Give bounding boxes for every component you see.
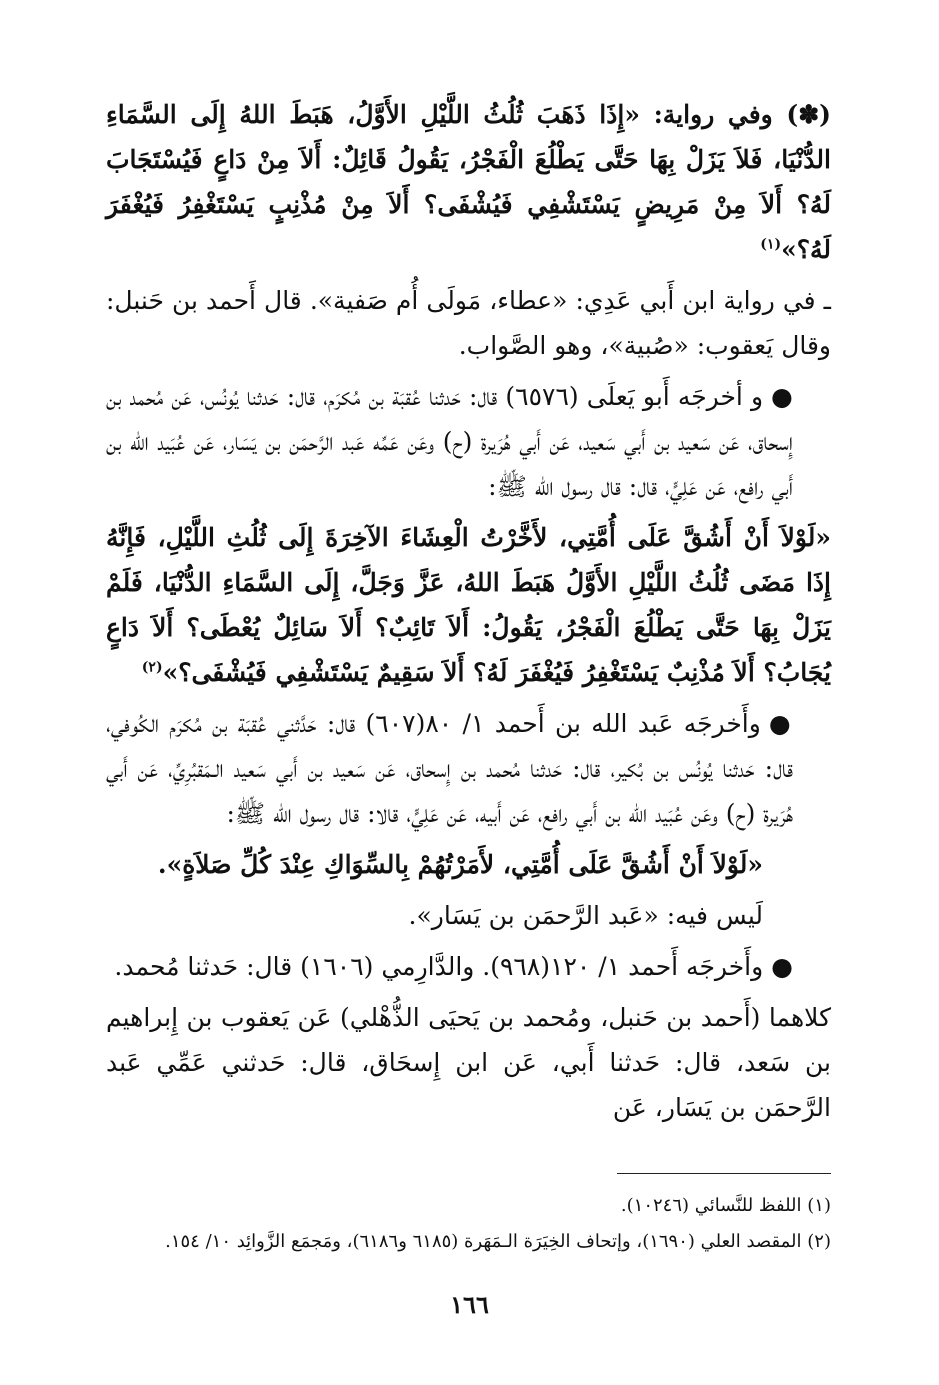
- paragraph-text: لَيس فيه: «عَبد الرَّحمَن بن يَسَار».: [408, 901, 763, 930]
- footnotes: [106, 1188, 831, 1260]
- paragraph-text: «لَوْلاَ أَنْ أَشُقَّ عَلَى أُمَّتِي، لأَخَّرْتُ الْعِشَاءَ الآخِرَةَ إِلَى ثُلُثِ اللَّيْلِ، فَإِنَّهُ إِذَا مَضَى ثُلُثُ اللَّيْلِ الأَوَّلُ هَبَطَ اللهُ، عَزَّ وَجَلَّ، إِلَى السَّمَاءِ الدُّنْيَا، فَلَمْ يَزَلْ بِهَا حَتَّى يَطْلُعَ الْفَجْرُ، يَقُولُ: أَلاَ تَائِبٌ؟ أَلاَ سَائِلٌ يُعْطَى؟ أَلاَ دَاعٍ يُجَابُ؟ أَلاَ مُذْنِبٌ يَسْتَغْفِرُ فَيُغْفَرَ لَهُ؟ أَلاَ سَقِيمٌ يَسْتَشْفِي فَيُشْفَى؟»: [106, 523, 831, 687]
- paragraph-text: كلاهما (أَحمد بن حَنبل، ومُحمد بن يَحيَى الذُّهْلي) عَن يَعقوب بن إِبراهيم بن سَعد، قال: حَدثنا أَبي، عَن ابن إِسحَاق، قال: حَدثني عَمِّي عَبد الرَّحمَن بن يَسَار، عَن: [106, 1003, 831, 1122]
- main-text: [106, 92, 831, 1136]
- paragraph-text: ـ في رواية ابن أَبي عَدِي: «عطاء، مَولَى أُم صَفية». قال أَحمد بن حَنبل: وقال يَعقوب: «صُبية»، وهو الصَّواب.: [106, 286, 831, 360]
- paragraph-note: [106, 278, 831, 368]
- footnote-ref-1: (١): [760, 236, 782, 253]
- bullet-icon: ●: [771, 952, 793, 981]
- paragraph-text: و أخرجَه أَبو يَعلَى (٦٥٧٦) قال: حَدثنا عُقبَة بن مُكرَم، قال: حَدثنا يُونُس، عَن مُحمد بن إِسحاق، عَن سَعيد بن أَبي سَعيد، عَن أَبي هُرَيرة (ح) وعَن عَمِّه عَبد الرَّحمَن بن يَسَار، عَن عُبَيد الله بن أَبي رافع، عَن عَلِيٍّ، قال: قال رسول الله ﷺ:: [106, 382, 793, 501]
- paragraph-note-2: [106, 893, 831, 938]
- paragraph-text: «لَوْلاَ أَنْ أَشُقَّ عَلَى أُمَّتِي، لأَمَرْتُهُمْ بِالسِّوَاكِ عِنْدَ كُلِّ صَلاَةٍ».: [157, 850, 763, 879]
- paragraph-takhrij-3: [106, 944, 831, 989]
- paragraph-hadith-2: [106, 842, 831, 887]
- footnote-1: (١) اللفظ للنَّسائي (١٠٢٤٦).: [620, 1195, 831, 1216]
- paragraph-text: وأَخرجَه أَحمد ١/ ١٢٠(٩٦٨). والدَّارِمي (١٦٠٦) قال: حَدثنا مُحمد.: [114, 952, 764, 981]
- footnote-divider: [617, 1173, 831, 1174]
- footnote-ref-2: (٢): [141, 659, 163, 676]
- paragraph-takhrij-1: [106, 374, 831, 509]
- paragraph-hadith-1: [106, 515, 831, 695]
- paragraph-riwaya: [106, 92, 831, 272]
- footnote-2: (٢) المقصد العلي (١٦٩٠)، وإتحاف الخِيَرَة الـمَهَرة (٦١٨٥ و٦١٨٦)، ومَجمَع الزَّوائِد ١٠/ ١٥٤.: [165, 1231, 831, 1252]
- bullet-icon: ●: [768, 709, 793, 738]
- page-number: ١٦٦: [450, 1290, 489, 1319]
- paragraph-takhrij-2: [106, 701, 831, 836]
- paragraph-both: [106, 995, 831, 1130]
- paragraph-text: (✽) وفي رواية: «إِذَا ذَهَبَ ثُلُثُ اللَّيْلِ الأَوَّلُ، هَبَطَ اللهُ إِلَى السَّمَاءِ الدُّنْيَا، فَلاَ يَزَلْ بِهَا حَتَّى يَطْلُعَ الْفَجْرُ، يَقُولُ قَائِلٌ: أَلاَ مِنْ دَاعٍ فَيُسْتَجَابَ لَهُ؟ أَلاَ مِنْ مَرِيضٍ يَسْتَشْفِي فَيُشْفَى؟ أَلاَ مِنْ مُذْنِبٍ يَسْتَغْفِرُ فَيُغْفَرَ لَهُ؟»: [106, 100, 831, 264]
- paragraph-text: وأَخرجَه عَبد الله بن أَحمد ١/ ٨٠(٦٠٧) قال: حَدَّثني عُقبَة بن مُكرَم الكُوفي، قال: حَدثنا يُونُس بن بُكير، قال: حَدثنا مُحمد بن إِسحاق، عَن سَعيد بن أَبي سَعيد الـمَقبُرِيِّ، عَن أَبي هُرَيرة (ح) وعَن عُبَيد الله بن أَبي رافع، عَن أَبيه، عَن عَلِيٍّ، قالا: قال رسول الله ﷺ:: [106, 709, 793, 828]
- bullet-icon: ●: [771, 382, 793, 411]
